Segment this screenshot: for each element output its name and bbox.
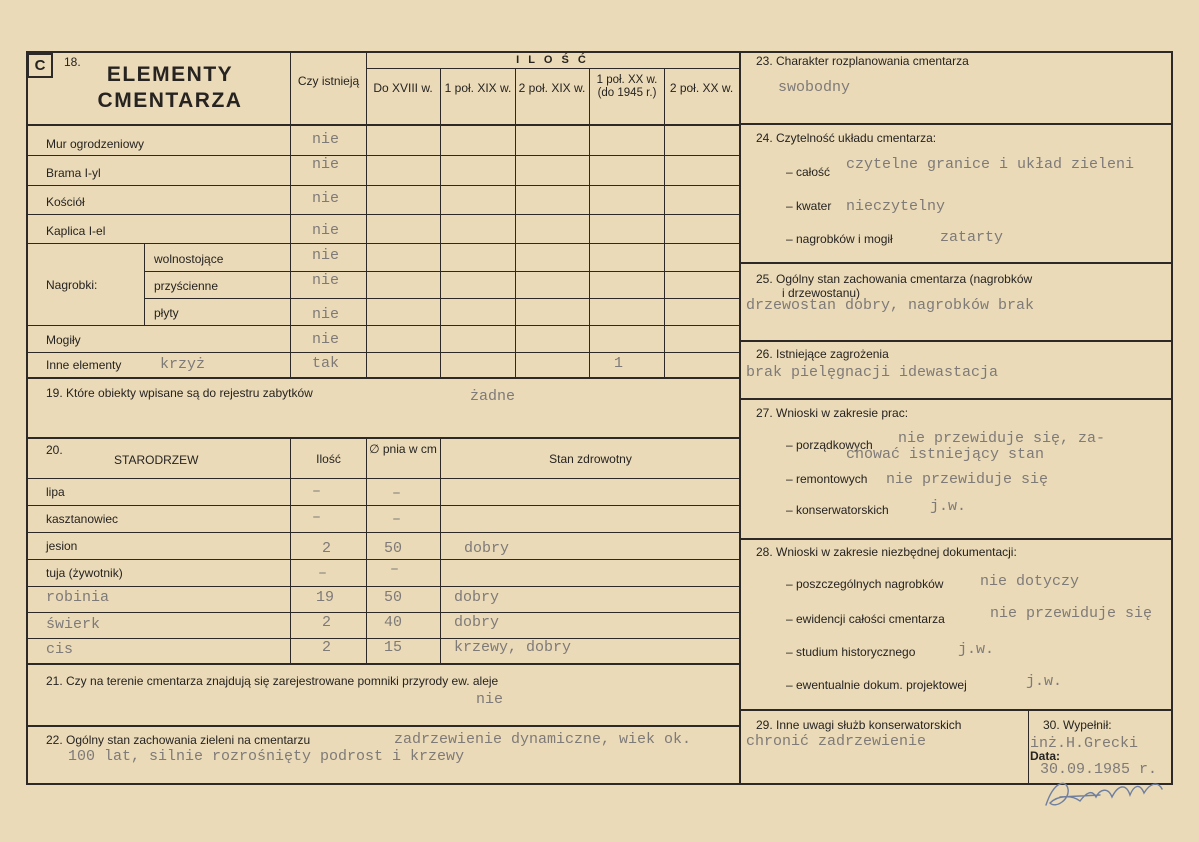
s27-value-porzadkowych: nie przewiduje się, za- xyxy=(898,430,1106,447)
s27-label-porzadkowych: – porządkowych xyxy=(786,438,873,452)
tree-diam-cis: 15 xyxy=(384,639,403,656)
s28-label: 28. Wnioski w zakresie niezbędnej dokumentacji: xyxy=(756,545,1017,559)
row-label-plyty: płyty xyxy=(154,306,179,320)
s24-label: 24. Czytelność układu cmentarza: xyxy=(756,131,937,145)
row-label-brama: Brama I-yl xyxy=(46,166,101,180)
col-2pol-xx-header: 2 poł. XX w. xyxy=(669,81,734,95)
s20-title: STARODRZEW xyxy=(114,453,199,467)
s27-value-porzadkowych-line2: chować istniejący stan xyxy=(846,446,1045,463)
s20-number: 20. xyxy=(46,443,63,457)
s24-value-kwater: nieczytelny xyxy=(846,198,946,215)
col-1pol-xx-header: 1 poł. XX w. (do 1945 r.) xyxy=(596,74,658,99)
s28-value-nagrobkow: nie dotyczy xyxy=(980,573,1080,590)
s26-value: brak pielęgnacji idewastacja xyxy=(746,364,999,381)
exists-inne: tak xyxy=(312,355,340,372)
s20-col-count: Ilość xyxy=(316,452,341,466)
s28-label-studium: – studium historycznego xyxy=(786,645,916,659)
s23-label: 23. Charakter rozplanowania cmentarza xyxy=(756,54,969,68)
s18-title-line2: CMENTARZA xyxy=(97,89,243,112)
exists-kosciol: nie xyxy=(312,190,340,207)
row-label-inne: Inne elementy xyxy=(46,358,122,372)
s21-value: nie xyxy=(476,691,504,708)
tree-name-jesion: jesion xyxy=(46,539,78,553)
tree-name-cis: cis xyxy=(46,641,74,658)
col-2pol-xix-header: 2 poł. XIX w. xyxy=(518,81,586,95)
ilosc-header: I L O Ś Ć xyxy=(516,54,589,66)
row-label-mogily: Mogiły xyxy=(46,333,81,347)
s28-label-projektowej: – ewentualnie dokum. projektowej xyxy=(786,678,967,692)
inne-count-1pol-xx: 1 xyxy=(614,355,624,372)
tree-count-lipa: – xyxy=(312,483,322,500)
s28-value-ewidencji: nie przewiduje się xyxy=(990,605,1153,622)
s27-label: 27. Wnioski w zakresie prac: xyxy=(756,406,909,420)
s18-number: 18. xyxy=(64,55,81,69)
row-label-wolnostojace: wolnostojące xyxy=(154,252,224,266)
s28-label-nagrobkow: – poszczególnych nagrobków xyxy=(786,577,944,591)
exists-kaplica: nie xyxy=(312,222,340,239)
col-exists-header: Czy istnieją xyxy=(297,74,360,88)
s21-label: 21. Czy na terenie cmentarza znajdują się zarejestrowane pomniki przyrody ew. aleje xyxy=(46,674,499,688)
s27-value-konserwatorskich: j.w. xyxy=(930,498,967,515)
tree-count-cis: 2 xyxy=(322,639,332,656)
s28-value-studium: j.w. xyxy=(958,641,995,658)
s29-label: 29. Inne uwagi służb konserwatorskich xyxy=(756,718,962,732)
s24-label-kwater: – kwater xyxy=(786,199,832,213)
s28-value-projektowej: j.w. xyxy=(1026,673,1063,690)
tree-name-lipa: lipa xyxy=(46,485,65,499)
s24-value-calosc: czytelne granice i układ zieleni xyxy=(846,156,1135,173)
tree-health-swierk: dobry xyxy=(454,614,500,631)
s23-value: swobodny xyxy=(778,79,851,96)
tree-count-kasztanowiec: – xyxy=(312,509,322,526)
s25-label-line2: i drzewostanu) xyxy=(782,286,861,300)
s30-date-label: Data: xyxy=(1030,749,1061,763)
s30-label: 30. Wypełnił: xyxy=(1043,718,1112,732)
s22-value-line2: 100 lat, silnie rozrośnięty podrost i krzewy xyxy=(68,748,465,765)
s30-date: 30.09.1985 r. xyxy=(1040,761,1158,778)
tree-count-tuja: – xyxy=(318,565,328,582)
s27-label-remontowych: – remontowych xyxy=(786,472,868,486)
exists-mogily: nie xyxy=(312,331,340,348)
s20-col-health: Stan zdrowotny xyxy=(549,452,632,466)
s26-label: 26. Istniejące zagrożenia xyxy=(756,347,889,361)
exists-przyscienne: nie xyxy=(312,272,340,289)
s27-value-remontowych: nie przewiduje się xyxy=(886,471,1049,488)
exists-brama: nie xyxy=(312,156,340,173)
s24-value-nagrobkow: zatarty xyxy=(940,229,1004,246)
exists-mur: nie xyxy=(312,131,340,148)
row-label-kosciol: Kościół xyxy=(46,195,85,209)
tree-health-jesion: dobry xyxy=(464,540,510,557)
s19-value: żadne xyxy=(470,388,516,405)
s22-label: 22. Ogólny stan zachowania zieleni na cmentarzu xyxy=(46,733,311,747)
tree-name-kasztanowiec: kasztanowiec xyxy=(46,512,119,526)
tree-health-robinia: dobry xyxy=(454,589,500,606)
s27-label-konserwatorskich: – konserwatorskich xyxy=(786,503,889,517)
col-xviii-header: Do XVIII w. xyxy=(373,81,433,95)
s28-label-ewidencji: – ewidencji całości cmentarza xyxy=(786,612,945,626)
tree-count-jesion: 2 xyxy=(322,540,332,557)
tree-name-robinia: robinia xyxy=(46,589,110,606)
s25-label-line1: 25. Ogólny stan zachowania cmentarza (nagrobków xyxy=(756,272,1033,286)
inne-typed-value: krzyż xyxy=(160,356,206,373)
tree-diam-robinia: 50 xyxy=(384,589,403,606)
row-group-nagrobki: Nagrobki: xyxy=(46,278,98,292)
exists-plyty: nie xyxy=(312,306,340,323)
s24-label-calosc: – całość xyxy=(786,165,831,179)
tree-count-robinia: 19 xyxy=(316,589,335,606)
s25-value: drzewostan dobry, nagrobków brak xyxy=(746,297,1035,314)
tree-health-cis: krzewy, dobry xyxy=(454,639,572,656)
tree-diam-kasztanowiec: – xyxy=(392,511,402,528)
row-label-przyscienne: przyścienne xyxy=(154,279,219,293)
tree-name-swierk: świerk xyxy=(46,616,101,633)
s24-label-nagrobkow: – nagrobków i mogił xyxy=(786,232,893,246)
s22-value-line1: zadrzewienie dynamiczne, wiek ok. xyxy=(394,731,692,748)
s20-col-diameter: ∅ pnia w cm xyxy=(369,442,437,456)
s30-name: inż.H.Grecki xyxy=(1030,735,1139,752)
card-letter-box: C xyxy=(27,53,53,78)
exists-wolnostojace: nie xyxy=(312,247,340,264)
tree-diam-swierk: 40 xyxy=(384,614,403,631)
handwritten-signature xyxy=(1040,775,1180,815)
row-label-mur: Mur ogrodzeniowy xyxy=(46,137,145,151)
s18-title-line1: ELEMENTY xyxy=(106,63,234,86)
tree-diam-jesion: 50 xyxy=(384,540,403,557)
row-label-kaplica: Kaplica I-el xyxy=(46,224,106,238)
s19-label: 19. Które obiekty wpisane są do rejestru zabytków xyxy=(46,386,313,400)
tree-count-swierk: 2 xyxy=(322,614,332,631)
tree-diam-tuja: – xyxy=(390,561,400,578)
tree-name-tuja: tuja (żywotnik) xyxy=(46,566,123,580)
tree-diam-lipa: – xyxy=(392,485,402,502)
col-1pol-xix-header: 1 poł. XIX w. xyxy=(444,81,512,95)
s29-value: chronić zadrzewienie xyxy=(746,733,927,750)
